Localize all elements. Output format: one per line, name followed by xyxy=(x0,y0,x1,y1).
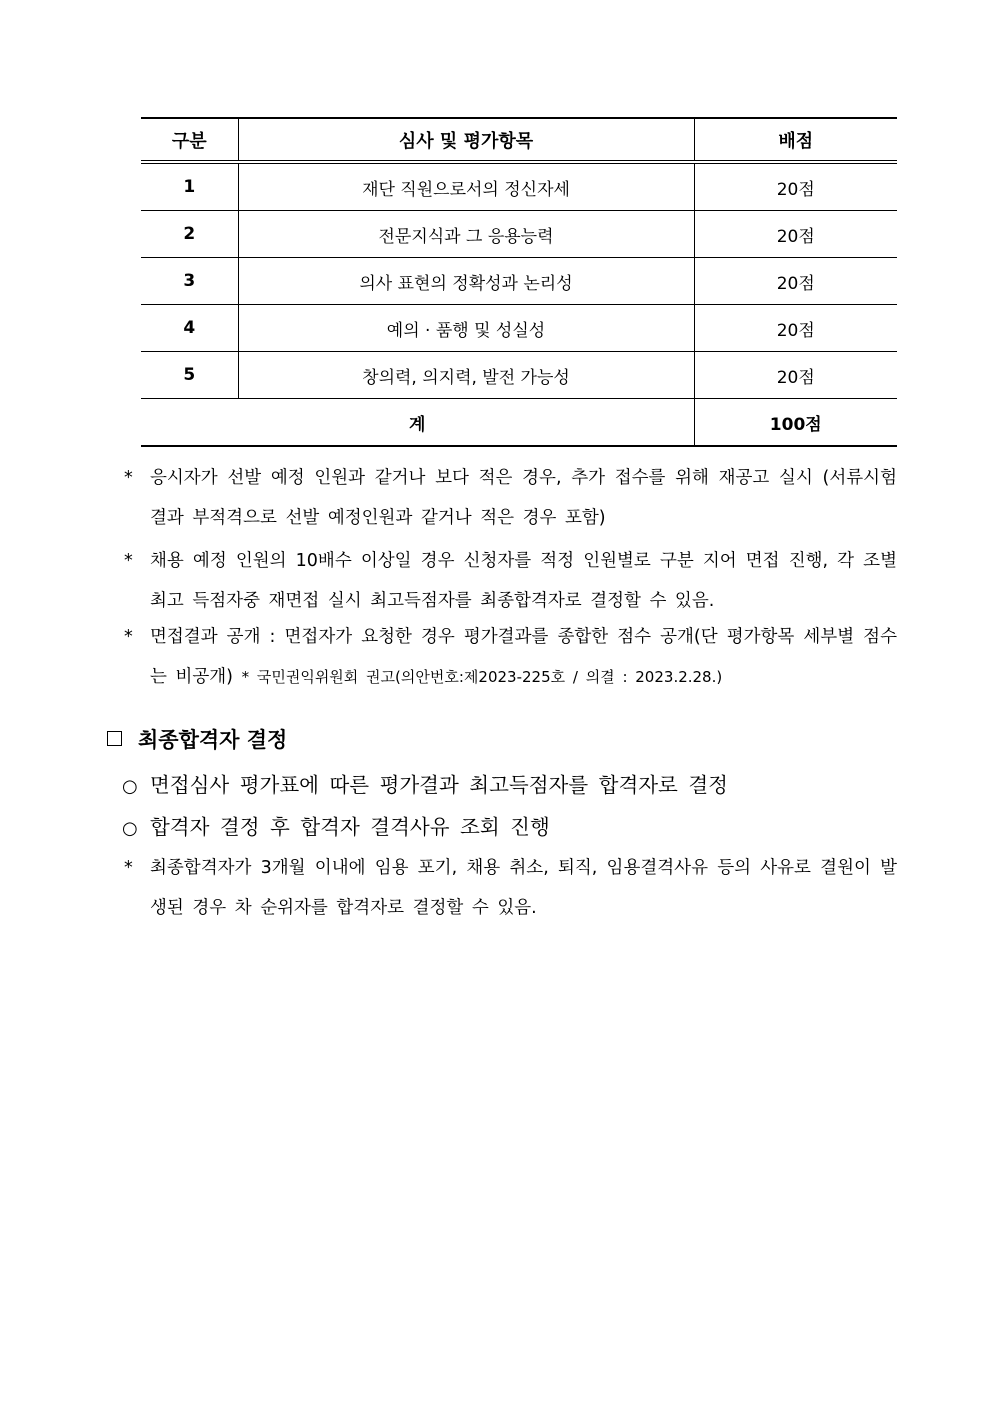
row-number: 1 xyxy=(141,162,238,211)
note-text: 채용 예정 인원의 10배수 이상일 경우 신청자를 적정 인원별로 구분 지어 면접 진행, 각 조별 최고 득점자중 재면접 실시 최고득점자를 최종합격자로 결정할 수 있음. xyxy=(150,551,897,611)
row-score: 20점 xyxy=(694,211,897,258)
header-category: 구분 xyxy=(141,118,238,162)
circle-bullet-icon: ○ xyxy=(122,776,138,797)
circle-bullet-icon: ○ xyxy=(122,818,138,839)
section-item xyxy=(122,810,550,840)
table-row xyxy=(141,352,897,399)
row-item: 의사 표현의 정확성과 논리성 xyxy=(238,258,694,305)
note-vacancy xyxy=(124,848,897,928)
section-item-text: 면접심사 평가표에 따른 평가결과 최고득점자를 합격자로 결정 xyxy=(150,773,728,797)
table-header-row xyxy=(141,118,897,162)
note-result-disclosure xyxy=(124,617,897,697)
row-item: 재단 직원으로서의 정신자세 xyxy=(238,162,694,211)
row-score: 20점 xyxy=(694,258,897,305)
section-item-text: 합격자 결정 후 합격자 결격사유 조회 진행 xyxy=(150,815,550,839)
note-text: 면접결과 공개 : 면접자가 요청한 경우 평가결과를 종합한 점수 공개(단 평가항목 세부별 점수는 비공개) xyxy=(150,627,897,687)
total-score: 100점 xyxy=(769,414,822,435)
section-title: 최종합격자 결정 xyxy=(138,727,288,752)
note-reannouncement xyxy=(124,458,897,538)
note-reference: * 국민권익위원회 권고(의안번호:제2023-225호 / 의결 : 2023.2.28.) xyxy=(241,668,723,686)
note-text: 응시자가 선발 예정 인원과 같거나 보다 적은 경우, 추가 접수를 위해 재공고 실시 (서류시험 결과 부적격으로 선발 예정인원과 같거나 적은 경우 포함) xyxy=(150,468,897,528)
header-evaluation-item: 심사 및 평가항목 xyxy=(238,118,694,162)
row-number: 5 xyxy=(141,352,238,399)
note-marker: * xyxy=(124,858,133,878)
evaluation-table xyxy=(141,117,897,447)
row-item: 전문지식과 그 응용능력 xyxy=(238,211,694,258)
table-total-row xyxy=(141,399,897,447)
row-score: 20점 xyxy=(694,162,897,211)
row-number: 3 xyxy=(141,258,238,305)
row-number: 4 xyxy=(141,305,238,352)
table-row xyxy=(141,258,897,305)
table-row xyxy=(141,162,897,211)
total-label: 계 xyxy=(141,399,694,447)
table-row xyxy=(141,211,897,258)
note-marker: * xyxy=(124,627,133,647)
note-marker: * xyxy=(124,551,133,571)
checkbox-square-icon xyxy=(107,731,122,746)
row-number: 2 xyxy=(141,211,238,258)
row-score: 20점 xyxy=(694,352,897,399)
evaluation-table-wrapper xyxy=(141,117,897,447)
note-text: 최종합격자가 3개월 이내에 임용 포기, 채용 취소, 퇴직, 임용결격사유 등의 사유로 결원이 발생된 경우 차 순위자를 합격자로 결정할 수 있음. xyxy=(150,858,897,918)
section-item xyxy=(122,768,728,798)
row-item: 창의력, 의지력, 발전 가능성 xyxy=(238,352,694,399)
note-text-wrapper xyxy=(124,617,897,697)
table-row xyxy=(141,305,897,352)
note-group-interview xyxy=(124,541,897,621)
section-heading xyxy=(107,724,287,754)
note-marker: * xyxy=(124,468,133,488)
row-score: 20점 xyxy=(694,305,897,352)
row-item: 예의 · 품행 및 성실성 xyxy=(238,305,694,352)
header-score: 배점 xyxy=(694,118,897,162)
